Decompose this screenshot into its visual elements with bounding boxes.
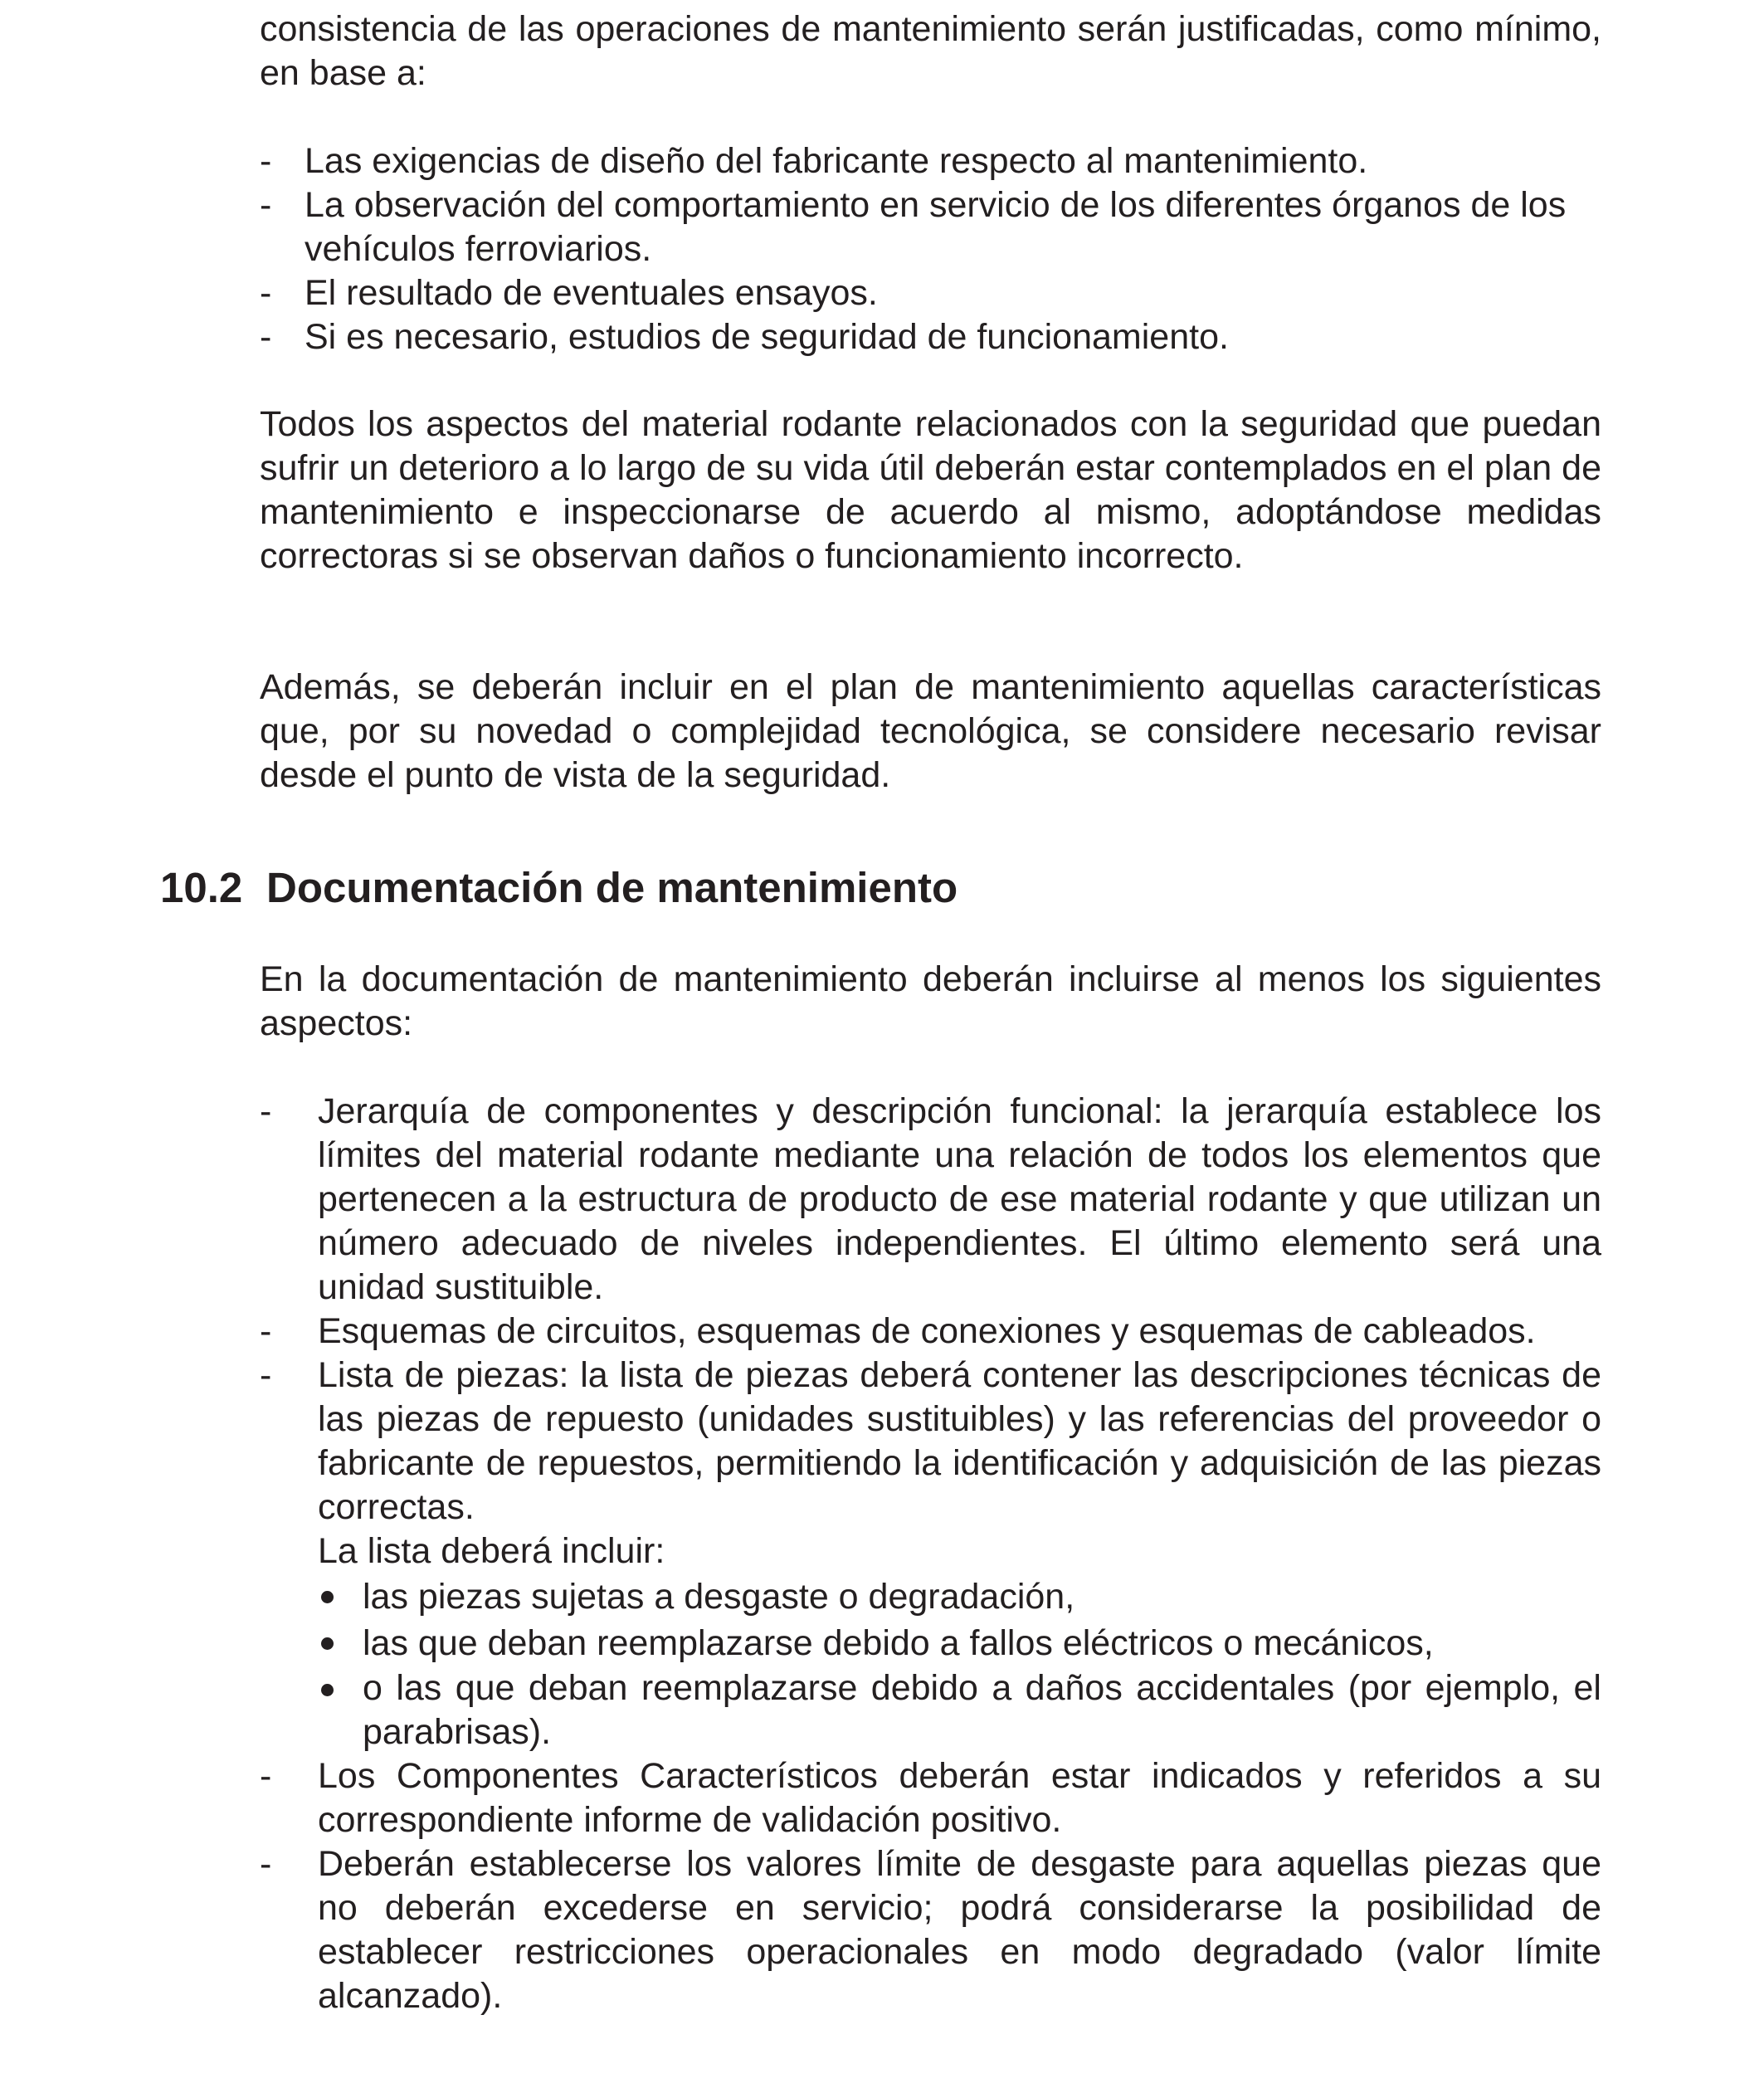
list-item-text: Las exigencias de diseño del fabricante respecto al mantenimiento. — [305, 141, 1368, 181]
bullet-text: las que deban reemplazarse debido a fallos eléctricos o mecánicos, — [363, 1623, 1434, 1663]
list-item — [260, 1754, 1601, 1842]
dash-marker: - — [260, 1756, 272, 1796]
intro-text: consistencia de las operaciones de mantenimiento serán justificadas, como mínimo, en base a: — [260, 9, 1601, 93]
list-item — [260, 1842, 1601, 2018]
list-item-text: Jerarquía de componentes y descripción funcional: la jerarquía establece los límites del material rodante mediante una relación de todos los elementos que pertenecen a la estructura de producto de ese material rodante y que utilizan un número adecuado de niveles independientes. El último elemento será una unidad sustituible. — [318, 1091, 1601, 1307]
list-item-text: Esquemas de circuitos, esquemas de conexiones y esquemas de cableados. — [318, 1311, 1536, 1351]
additional-paragraph — [260, 666, 1601, 798]
section-heading — [160, 863, 958, 913]
dash-marker: - — [260, 1091, 272, 1131]
dash-marker: - — [260, 1844, 272, 1884]
dash-marker: - — [260, 141, 272, 181]
section-number: 10.2 — [160, 864, 243, 911]
section-intro — [260, 958, 1601, 1046]
list-item — [260, 1310, 1601, 1354]
dash-marker: - — [260, 1311, 272, 1351]
parts-list-note: La lista deberá incluir: — [318, 1531, 665, 1571]
list-item-text: El resultado de eventuales ensayos. — [305, 273, 878, 313]
dash-marker: - — [260, 185, 272, 225]
list-item — [260, 1090, 1601, 1310]
bullet-text: o las que deban reemplazarse debido a daños accidentales (por ejemplo, el parabrisas). — [363, 1668, 1601, 1752]
bullet-text: las piezas sujetas a desgaste o degradación, — [363, 1577, 1075, 1617]
list-item-text: Lista de piezas: la lista de piezas deberá contener las descripciones técnicas de las piezas de repuesto (unidades sustituibles) y las referencias del proveedor o fabricante de repuestos, permitiendo la identificación y adquisición de las piezas correctas. — [318, 1355, 1601, 1527]
dash-marker: - — [260, 317, 272, 357]
list-item-text: Deberán establecerse los valores límite de desgaste para aquellas piezas que no deberán excederse en servicio; podrá considerarse la posibilidad de establecer restricciones operacionales en modo degradado (valor límite alcanzado). — [318, 1844, 1601, 2016]
list-item-text: Los Componentes Característicos deberán estar indicados y referidos a su correspondiente informe de validación positivo. — [318, 1756, 1601, 1840]
section-title: Documentación de mantenimiento — [266, 864, 958, 911]
dash-marker: - — [260, 1355, 272, 1395]
bullet-marker — [321, 1684, 334, 1696]
list-item-text: Si es necesario, estudios de seguridad de funcionamiento. — [305, 317, 1229, 357]
documentation-list — [260, 1090, 1601, 2018]
bullet-item — [318, 1666, 1601, 1754]
bullet-item — [318, 1573, 1601, 1620]
section-intro-text: En la documentación de mantenimiento deberán incluirse al menos los siguientes aspectos: — [260, 959, 1601, 1043]
list-item — [260, 139, 1601, 183]
dash-marker: - — [260, 273, 272, 313]
list-item — [260, 315, 1601, 359]
intro-paragraph — [260, 7, 1601, 95]
bullet-marker — [321, 1591, 334, 1603]
safety-paragraph — [260, 402, 1601, 578]
paragraph-text: Además, se deberán incluir en el plan de mantenimiento aquellas características que, por su novedad o complejidad tecnológica, se considere necesario revisar desde el punto de vista de la seguridad. — [260, 667, 1601, 795]
list-item — [260, 1354, 1601, 1754]
list-item — [260, 271, 1601, 315]
list-item-text: La observación del comportamiento en servicio de los diferentes órganos de los vehículos ferroviarios. — [305, 185, 1567, 269]
parts-list-bullets — [318, 1573, 1601, 1754]
bullet-marker — [321, 1637, 334, 1650]
list-item — [260, 183, 1601, 271]
bullet-item — [318, 1620, 1601, 1666]
basis-list — [260, 139, 1601, 359]
paragraph-text: Todos los aspectos del material rodante relacionados con la seguridad que puedan sufrir un deterioro a lo largo de su vida útil deberán estar contemplados en el plan de mantenimiento e inspeccionarse de acuerdo al mismo, adoptándose medidas correctoras si se observan daños o funcionamiento incorrecto. — [260, 404, 1601, 576]
